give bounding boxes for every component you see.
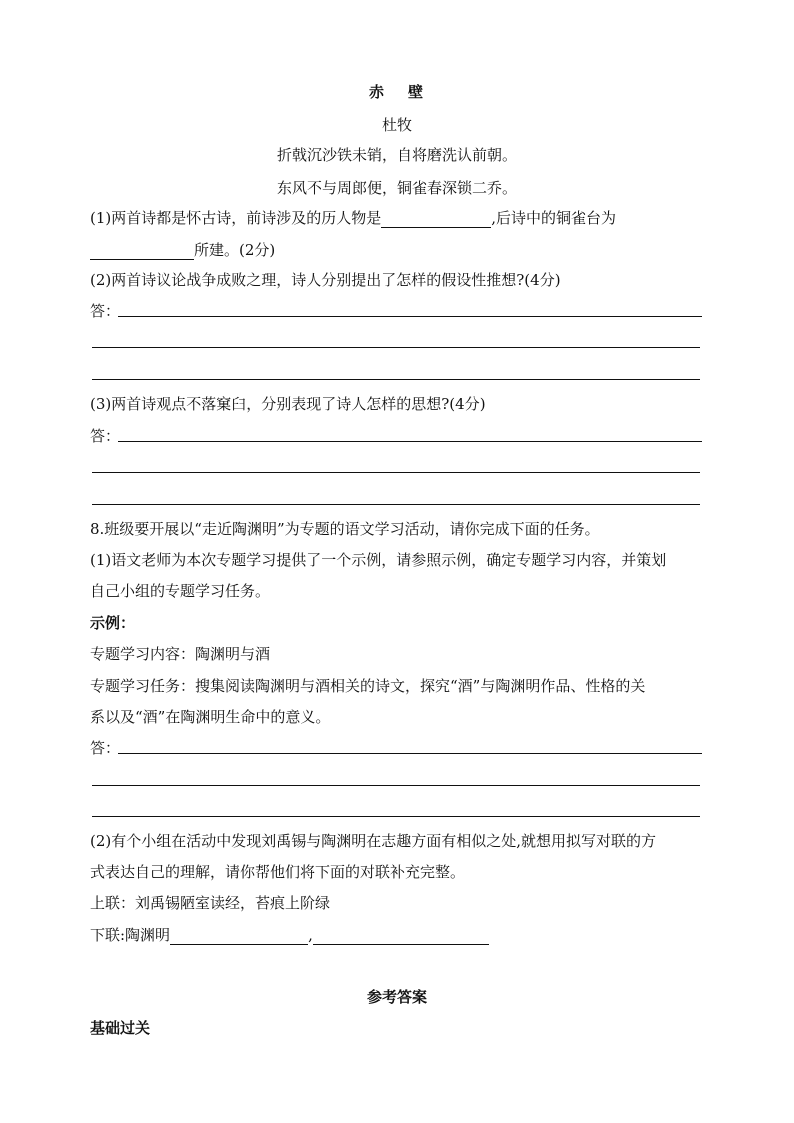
question-3-text: (3)两首诗观点不落窠臼，分别表现了诗人怎样的思想?(4分) (90, 395, 486, 413)
question-2-answer-label: 答： (90, 302, 121, 320)
question-2-text: (2)两首诗议论战争成败之理，诗人分别提出了怎样的假设性推想?(4分) (90, 271, 561, 289)
question-1-line-2 (90, 240, 275, 260)
question-8-2-line-2: 式表达自己的理解，请你帮他们将下面的对联补充完整。 (90, 863, 466, 881)
couplet-upper: 上联：刘禹锡陋室读经，苔痕上阶绿 (90, 894, 331, 912)
poem-title-char-1: 赤 (368, 83, 386, 101)
example-task-line-2: 系以及“酒”在陶渊明生命中的意义。 (90, 708, 331, 726)
poem-line-1: 折戟沉沙铁未销，自将磨洗认前朝。 (276, 146, 517, 164)
question-2-answer-line-3[interactable] (92, 379, 700, 380)
question-3-answer-line-2[interactable] (92, 472, 700, 473)
example-task-line-1: 专题学习任务：搜集阅读陶渊明与酒相关的诗文，探究“酒”与陶渊明作品、性格的关 (90, 677, 646, 695)
poem-author: 杜牧 (381, 116, 412, 134)
question-1-text-b: ,后诗中的铜雀台为 (491, 209, 617, 227)
poem-title-char-2: 壁 (408, 83, 426, 101)
answers-heading: 参考答案 (366, 988, 427, 1006)
couplet-lower-blank-1[interactable] (170, 928, 308, 945)
couplet-lower-prefix: 下联:陶渊明 (90, 926, 171, 944)
answers-section-title: 基础过关 (90, 1019, 151, 1037)
question-2-answer-line-1[interactable] (118, 316, 702, 317)
question-8-1-line-1: (1)语文老师为本次专题学习提供了一个示例，请参照示例，确定专题学习内容，并策划 (90, 551, 667, 569)
question-3-answer-line-1[interactable] (118, 441, 702, 442)
question-8-1-answer-line-3[interactable] (92, 816, 700, 817)
question-1-blank-2[interactable] (90, 243, 194, 260)
example-label: 示例： (90, 614, 136, 632)
question-8-2-line-1: (2)有个小组在活动中发现刘禹锡与陶渊明在志趣方面有相似之处,就想用拟写对联的方 (90, 832, 657, 850)
couplet-comma: , (308, 926, 313, 944)
question-8-1-answer-label: 答： (90, 739, 121, 757)
question-8-1-answer-line-1[interactable] (118, 753, 702, 754)
poem-title (0, 82, 794, 102)
poem-line-2: 东风不与周郎便，铜雀春深锁二乔。 (276, 179, 517, 197)
question-3-answer-label: 答： (90, 427, 121, 445)
question-8-1-answer-line-2[interactable] (92, 785, 700, 786)
question-8-intro: 8.班级要开展以“走近陶渊明”为专题的语文学习活动，请你完成下面的任务。 (90, 520, 600, 538)
couplet-lower (90, 925, 489, 945)
example-content: 专题学习内容：陶渊明与酒 (90, 645, 271, 663)
question-2-answer-line-2[interactable] (92, 347, 700, 348)
question-1-text-a: (1)两首诗都是怀古诗，前诗涉及的历人物是 (90, 209, 382, 227)
couplet-lower-blank-2[interactable] (313, 928, 489, 945)
question-3-answer-line-3[interactable] (92, 504, 700, 505)
question-8-1-line-2: 自己小组的专题学习任务。 (90, 582, 271, 600)
question-1-blank-1[interactable] (381, 211, 491, 228)
question-1-line-1 (90, 208, 616, 228)
question-1-text-c: 所建。(2分) (194, 241, 276, 259)
